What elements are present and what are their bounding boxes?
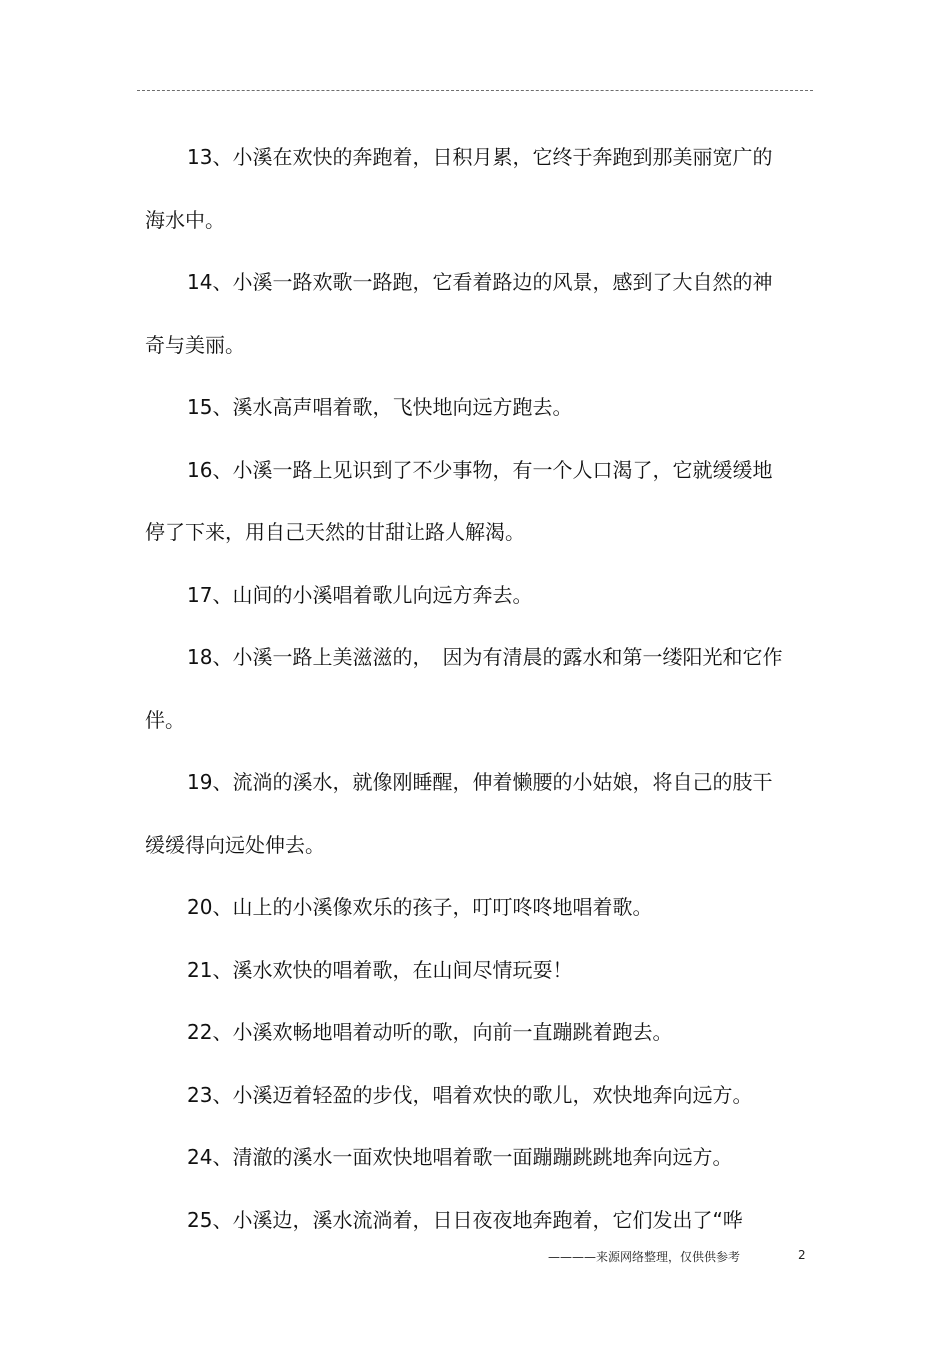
paragraph-19: 19、流淌的溪水，就像刚睡醒，伸着懒腰的小姑娘，将自己的肢干缓缓得向远处伸去。	[145, 770, 773, 857]
paragraph-23: 23、小溪迈着轻盈的步伐，唱着欢快的歌儿，欢快地奔向远方。	[187, 1082, 753, 1107]
paragraph-20: 20、山上的小溪像欢乐的孩子，叮叮咚咚地唱着歌。	[187, 895, 653, 919]
footer-source-note: ————来源网络整理，仅供供参考	[548, 1250, 741, 1264]
paragraph-13: 13、小溪在欢快的奔跑着，日积月累，它终于奔跑到那美丽宽广的海水中。	[145, 145, 773, 232]
paragraph-15: 15、溪水高声唱着歌，飞快地向远方跑去。	[187, 395, 573, 419]
header-divider	[137, 90, 813, 91]
page-number: 2	[798, 1248, 806, 1262]
paragraph-21: 21、溪水欢快的唱着歌，在山间尽情玩耍！	[187, 957, 573, 982]
page-footer	[0, 1248, 950, 1268]
paragraph-24: 24、清澈的溪水一面欢快地唱着歌一面蹦蹦跳跳地奔向远方。	[187, 1145, 733, 1169]
paragraph-14: 14、小溪一路欢歌一路跑，它看着路边的风景，感到了大自然的神奇与美丽。	[145, 270, 773, 357]
document-body	[145, 126, 785, 1251]
paragraph-25: 25、小溪边，溪水流淌着，日日夜夜地奔跑着，它们发出了“哗	[187, 1207, 743, 1232]
paragraph-16: 16、小溪一路上见识到了不少事物，有一个人口渴了，它就缓缓地停了下来，用自己天然的甘甜让路人解渴。	[145, 457, 773, 544]
paragraph-18: 18、小溪一路上美滋滋的， 因为有清晨的露水和第一缕阳光和它作伴。	[145, 645, 783, 732]
paragraph-22: 22、小溪欢畅地唱着动听的歌，向前一直蹦跳着跑去。	[187, 1020, 673, 1044]
paragraph-17: 17、山间的小溪唱着歌儿向远方奔去。	[187, 582, 533, 607]
